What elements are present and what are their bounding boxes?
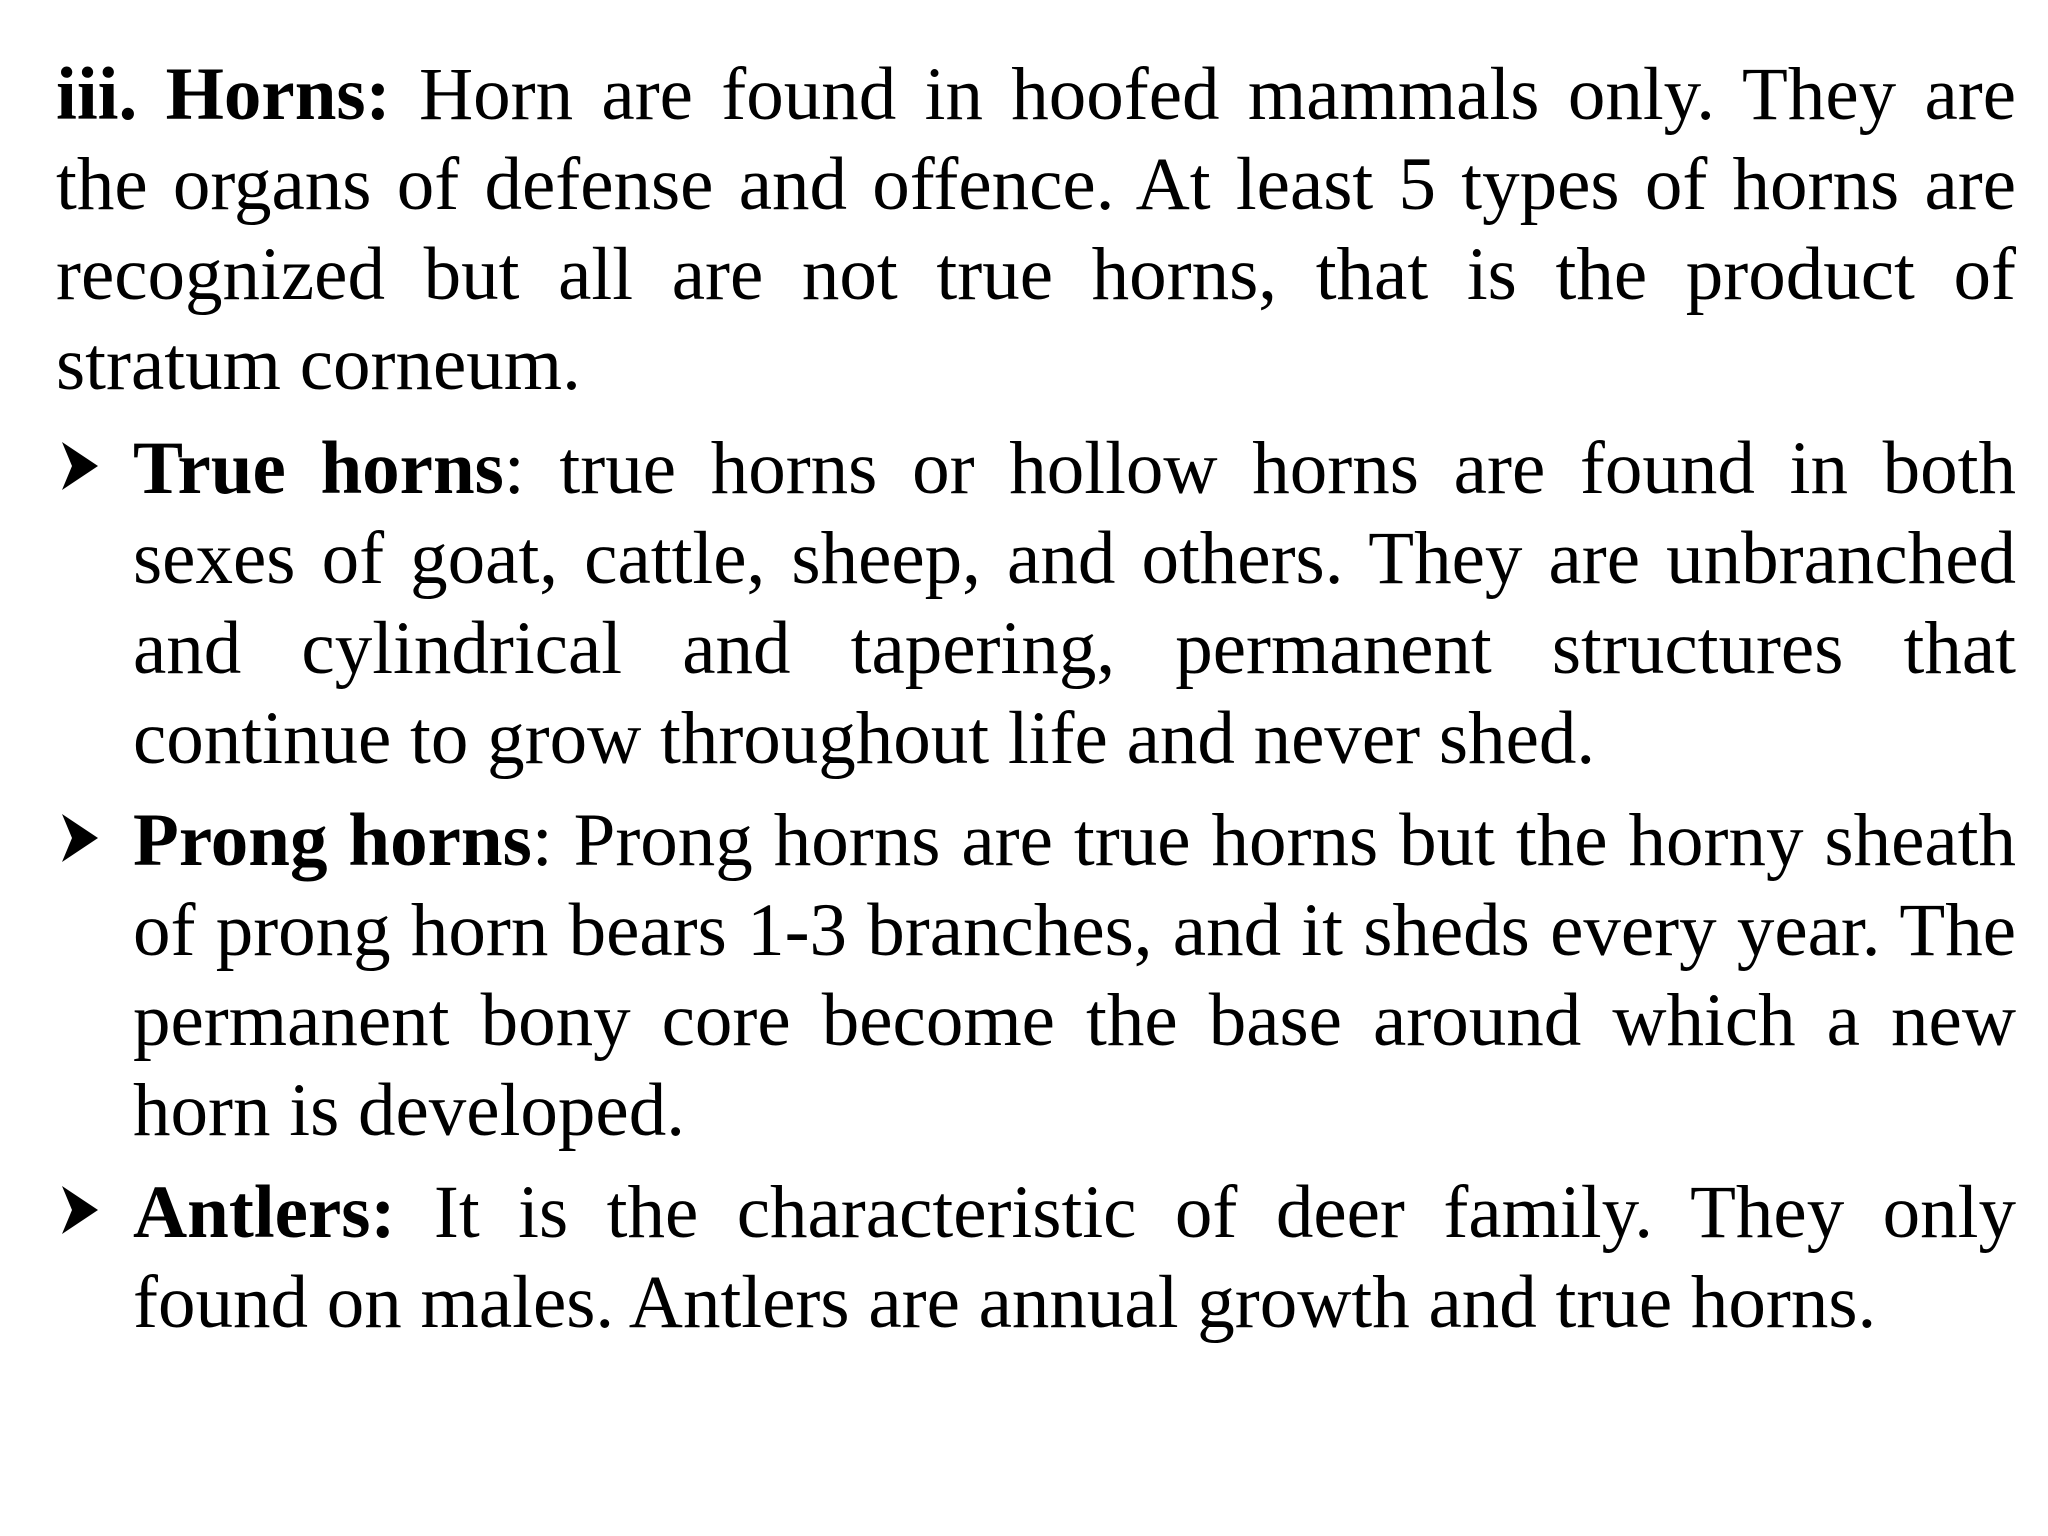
arrow-bullet-icon [60, 1180, 100, 1240]
bullet-item-antlers [56, 1168, 2016, 1348]
section-heading: iii. Horns: [56, 53, 391, 136]
arrow-bullet-icon [60, 808, 100, 868]
bullet-text: : true horns or hollow horns are found in both sexes of goat, cattle, sheep, and others. They are unbranched and cylindrical and tapering, permanent structures that continue to grow throughout life and never shed. [133, 427, 2016, 780]
bullet-item-true-horns [56, 424, 2016, 784]
bullet-list [56, 424, 2016, 1348]
bullet-text: : Prong horns are true horns but the horny sheath of prong horn bears 1-3 branches, and it sheds every year. The permanent bony core become the base around which a new horn is developed. [133, 799, 2017, 1152]
bullet-term: Prong horns [133, 799, 532, 882]
bullet-item-prong-horns [56, 796, 2016, 1156]
intro-paragraph [56, 50, 2016, 410]
intro-text: Horn are found in hoofed mammals only. They are the organs of defense and offence. At least 5 types of horns are recognized but all are not true horns, that is the product of stratum corneum. [56, 53, 2017, 406]
bullet-term: Antlers: [133, 1171, 396, 1254]
arrow-bullet-icon [60, 436, 100, 496]
bullet-text: It is the characteristic of deer family. They only found on males. Antlers are annual growth and true horns. [133, 1171, 2016, 1344]
slide-content [56, 50, 2016, 1360]
bullet-term: True horns [133, 427, 504, 510]
